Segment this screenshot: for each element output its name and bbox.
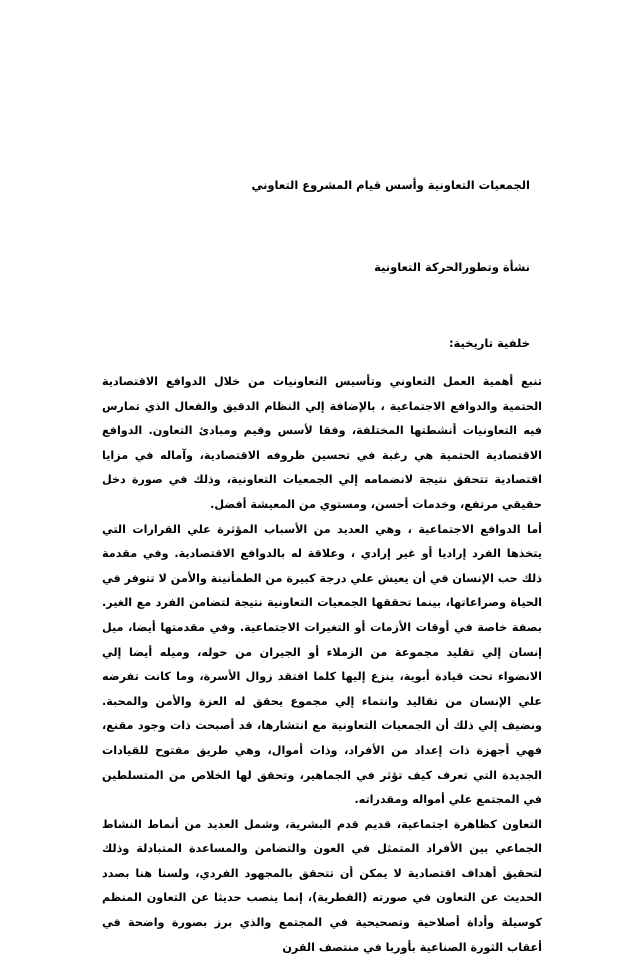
document-subtitle: نشأة وتطورالحركة التعاونية [374,260,530,274]
section-heading: خلفية تاريخية: [448,336,530,350]
paragraph: تنبع أهمية العمل التعاوني وتأسيس التعاونيات من خلال الدوافع الاقتصادية الحتمية والدوافع الاجتماعية ، بالإضافة إلي النظام الدقيق والفعال الذي تمارس فيه التعاونيات أنشطتها المختلفة، وفقا لأسس وقيم ومبادئ التعاون. الدوافع الاقتصادية الحتمية هي رغبة في تحسين ظروفه الاقتصادية، وآماله في مزايا اقتصادية تتحقق نتيجة لانضمامه إلي الجمعيات التعاونية، وذلك في صورة دخل حقيقي مرتفع، وخدمات أحسن، ومستوي من المعيشة أفضل. [102,375,542,511]
paragraph: التعاون كظاهرة اجتماعية، قديم قدم البشرية، وشمل العديد من أنماط النشاط الجماعي بين الأفراد المتمثل في العون والتضامن والمساعدة المتبادلة وذلك لتحقيق أهداف اقتصادية لا يمكن أن تتحقق بالمجهود الفردي، ولسنا هنا بصدد الحديث عن التعاون في صورته (الفطرية)، إنما ينصب حديثا عن التعاون المنظم كوسيلة وأداة أصلاحية وتصحيحية في المجتمع والذي برز بصورة واضحة في أعقاب الثورة الصناعية بأوربا في منتصف القرن [102,817,542,954]
document-body [102,370,542,960]
document-title: الجمعيات التعاونية وأسس قيام المشروع التعاوني [251,178,530,192]
paragraph: أما الدوافع الاجتماعية ، وهي العديد من الأسباب المؤثرة علي القرارات التي يتخذها الفرد إراديا أو غير إرادي ، وعلاقة له بالدوافع الاقتصادية. وفي مقدمة ذلك حب الإنسان في أن يعيش علي درجة كبيرة من الطمأنينة والأمن لا تتوفر في الحياة وصراعاتها، بينما تحققها الجمعيات التعاونية نتيجة لتضامن الفرد مع الغير. بصفة خاصة في أوقات الأزمات أو التغيرات الاجتماعية. وفي مقدمتها أيضا، ميل إنسان إلي تقليد مجموعة من الزملاء أو الجيران من حوله، وميله أيضا إلي الانضواء تحت قيادة أبوية، ينزع إليها كلما افتقد زوال الأسرة، وما كانت تفرضه علي الإنسان من تقاليد وانتماء إلي مجموع يحقق له العزة والأمن والمحبة. ونضيف إلي ذلك أن الجمعيات التعاونية مع انتشارها، قد أصبحت ذات وجود مقنع، فهي أجهزة ذات إعداد من الأفراد، وذات أموال، وهي طريق مفتوح للقيادات الجديدة التي تعرف كيف تؤثر في الجماهير، وتحقق لها الخلاص من المتسلطين في المجتمع علي أمواله ومقدراته. [102,522,542,807]
